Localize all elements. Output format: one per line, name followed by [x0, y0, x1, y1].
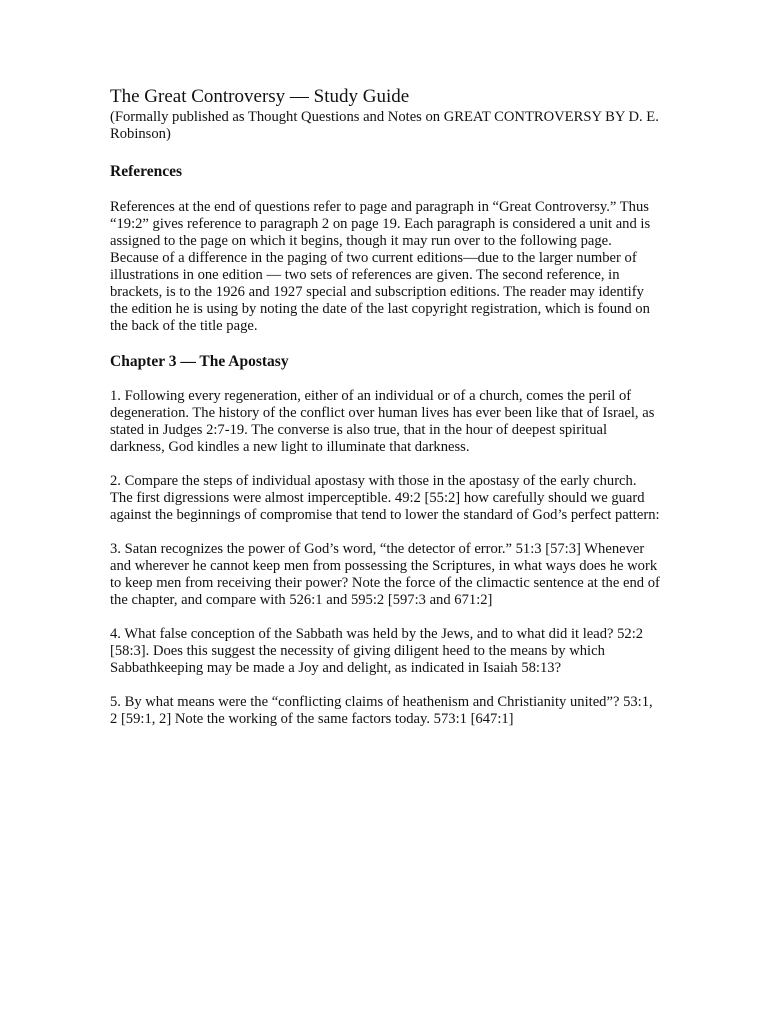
chapter-heading: Chapter 3 — The Apostasy	[110, 353, 289, 370]
question-item: 3. Satan recognizes the power of God’s word, “the detector of error.” 51:3 [57:3] Whenever and wherever he cannot keep men from possessing the Scriptures, in what ways does he work to keep men from receiving their power? Note the force of the climactic sentence at the end of the chapter, and compare with 526:1 and 595:2 [597:3 and 671:2]	[110, 541, 660, 608]
document-title: The Great Controversy — Study Guide	[110, 86, 410, 107]
references-heading: References	[110, 163, 183, 180]
document-page	[110, 86, 662, 728]
question-list	[110, 388, 662, 728]
document-subtitle: (Formally published as Thought Questions and Notes on GREAT CONTROVERSY BY D. E. Robinson)	[110, 109, 659, 142]
references-paragraph: References at the end of questions refer to page and paragraph in “Great Controversy.” Thus “19:2” gives reference to paragraph 2 on page 19. Each paragraph is considered a unit and is assigned to the page on which it begins, though it may run over to the following page. Because of a difference in the paging of two current editions—due to the larger number of illustrations in one edition — two sets of references are given. The second reference, in brackets, is to the 1926 and 1927 special and subscription editions. The reader may identify the edition he is using by noting the date of the last copyright registration, which is found on the back of the title page.	[110, 199, 651, 334]
question-item: 5. By what means were the “conflicting claims of heathenism and Christianity united”? 53:1, 2 [59:1, 2] Note the working of the same factors today. 573:1 [647:1]	[110, 694, 653, 727]
question-item: 2. Compare the steps of individual apostasy with those in the apostasy of the early church. The first digressions were almost imperceptible. 49:2 [55:2] how carefully should we guard against the beginnings of compromise that tend to lower the standard of God’s perfect pattern:	[110, 473, 660, 523]
question-item: 4. What false conception of the Sabbath was held by the Jews, and to what did it lead? 52:2 [58:3]. Does this suggest the necessity of giving diligent heed to the means by which Sabbathkeeping may be made a Joy and delight, as indicated in Isaiah 58:13?	[110, 626, 644, 676]
question-item: 1. Following every regeneration, either of an individual or of a church, comes the peril of degeneration. The history of the conflict over human lives has ever been like that of Israel, as stated in Judges 2:7-19. The converse is also true, that in the hour of deepest spiritual darkness, God kindles a new light to illuminate that darkness.	[110, 388, 655, 455]
